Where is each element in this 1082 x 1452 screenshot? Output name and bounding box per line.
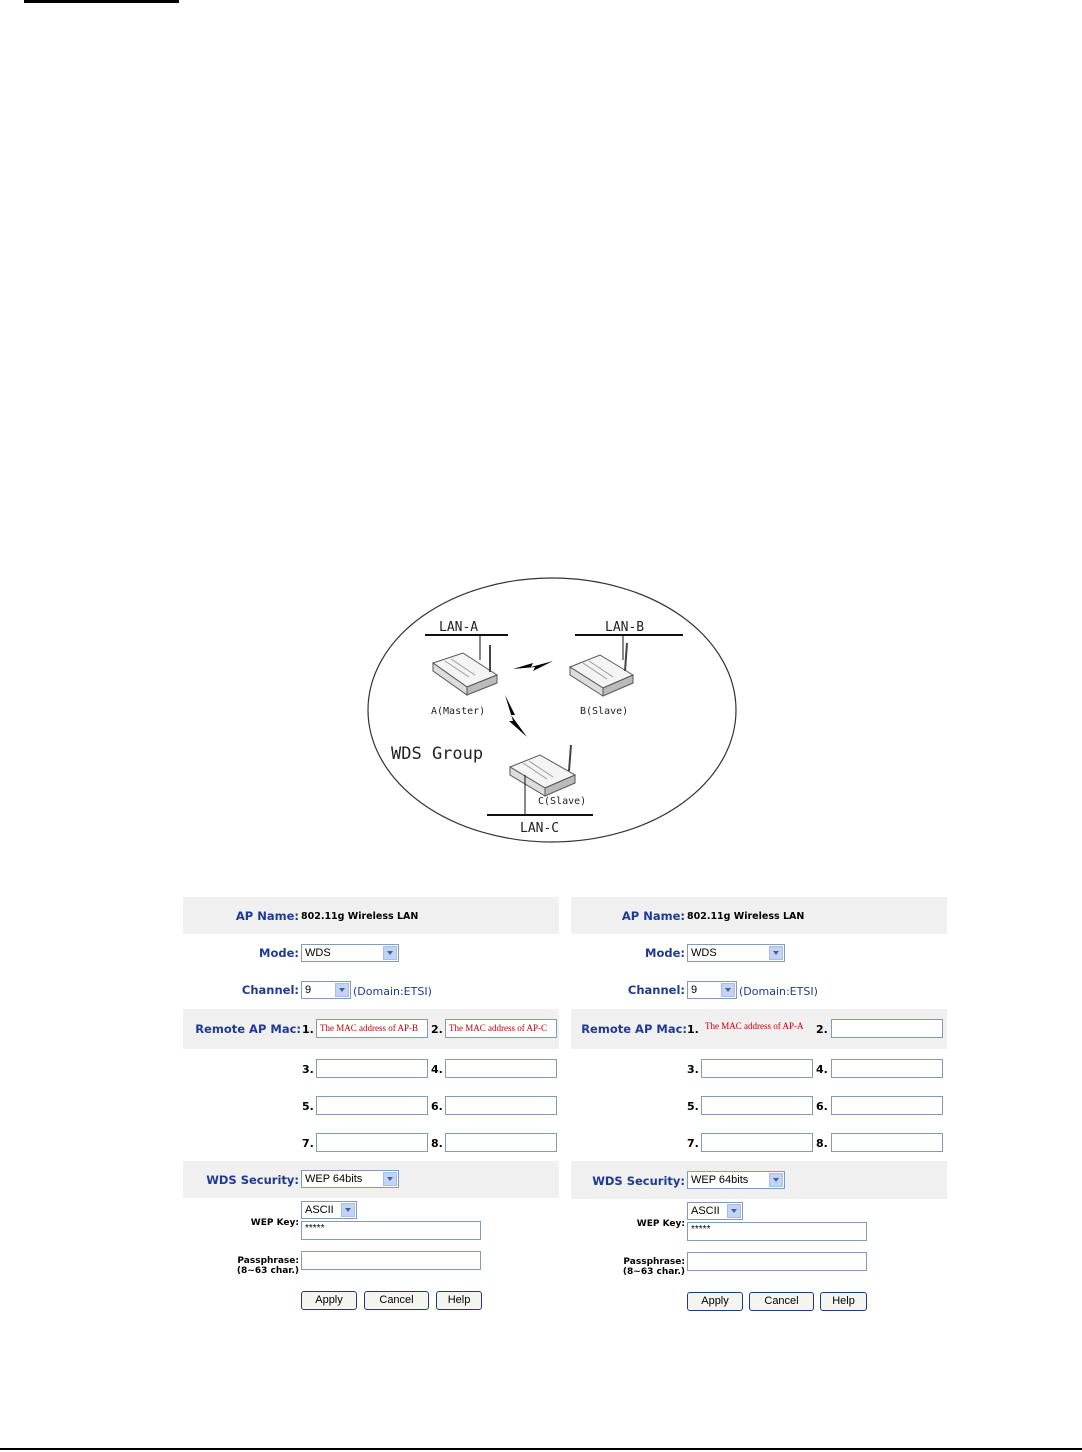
channel-select[interactable] [687,981,737,999]
key-format-select-value: ASCII [691,1205,720,1217]
remote-mac-row-3 [571,1087,947,1124]
ap-b-label: B(Slave) [580,706,629,717]
mac-num-2: 2. [816,1023,828,1036]
mode-select-value: WDS [691,947,717,959]
wep-key-row [183,1198,559,1248]
mac-num-1: 1. [687,1023,699,1036]
wds-security-row [183,1161,559,1198]
mac-num-1: 1. [302,1023,314,1036]
chevron-down-icon [341,1203,355,1217]
ap-a-label: A(Master) [431,706,486,717]
wep-key-row [571,1199,947,1249]
chevron-down-icon [383,946,397,960]
mac-input-2[interactable]: The MAC address of AP-C [445,1019,557,1038]
passphrase-input[interactable] [301,1251,481,1270]
passphrase-label [571,1257,685,1277]
passphrase-label [183,1256,299,1276]
mac-num-6: 6. [431,1100,443,1113]
lan-c-label: LAN-C [520,821,560,836]
wds-security-label: WDS Security: [592,1174,685,1188]
mac-input-4[interactable] [445,1059,557,1078]
channel-select[interactable] [301,981,351,999]
remote-mac-row-1 [183,1009,559,1049]
ap-name-label: AP Name: [235,909,299,923]
mac-num-5: 5. [302,1100,314,1113]
wep-key-label: WEP Key: [250,1218,299,1228]
lan-a-label: LAN-A [439,620,479,635]
key-format-select-value: ASCII [305,1204,334,1216]
passphrase-row [183,1248,559,1284]
ap-c-label: C(Slave) [538,796,587,807]
remote-mac-row-1 [571,1009,947,1049]
remote-mac-row-4 [183,1124,559,1161]
mode-label: Mode: [259,946,299,960]
mac-input-5[interactable] [701,1096,813,1115]
mac-num-3: 3. [687,1063,699,1076]
mac-num-4: 4. [816,1063,828,1076]
mac-input-1[interactable]: The MAC address of AP-A [701,1017,813,1036]
mac-num-5: 5. [687,1100,699,1113]
channel-label: Channel: [627,983,685,997]
mode-select[interactable] [687,944,785,962]
remote-mac-row-2 [571,1049,947,1087]
channel-select-value: 9 [691,984,698,996]
mac-num-3: 3. [302,1063,314,1076]
wds-diagram [365,575,740,845]
chevron-down-icon [335,983,349,997]
channel-row [571,972,947,1009]
ap-name-row [571,897,947,934]
wds-diagram-svg [365,575,740,845]
wep-key-label: WEP Key: [636,1219,685,1229]
mac-input-3[interactable] [316,1059,428,1078]
mac-input-1[interactable]: The MAC address of AP-B [316,1019,428,1038]
wep-key-input[interactable]: ***** [301,1221,481,1240]
chevron-down-icon [769,1173,783,1187]
mac-num-7: 7. [687,1137,699,1150]
top-rule [24,0,179,3]
mac-input-4[interactable] [831,1059,943,1078]
mac-input-3[interactable] [701,1059,813,1078]
wds-group-label: WDS Group [391,744,484,764]
wds-security-row [571,1161,947,1199]
wds-security-label: WDS Security: [206,1173,299,1187]
mac-input-6[interactable] [445,1096,557,1115]
mac-input-2[interactable] [831,1019,943,1038]
mac-input-7[interactable] [316,1133,428,1152]
mac-num-8: 8. [431,1137,443,1150]
mode-row [183,934,559,972]
chevron-down-icon [769,946,783,960]
mode-select[interactable] [301,944,399,962]
passphrase-label-text: Passphrase: [237,1256,299,1266]
passphrase-hint: (8~63 char.) [236,1266,299,1276]
wds-security-select-value: WEP 64bits [305,1173,363,1185]
remote-mac-row-2 [183,1049,559,1087]
ap-name-label: AP Name: [621,909,685,923]
mode-row [571,934,947,972]
mac-input-8[interactable] [445,1133,557,1152]
wds-security-select-value: WEP 64bits [691,1174,749,1186]
mac-input-5[interactable] [316,1096,428,1115]
config-panel-right [571,897,947,1317]
cancel-button[interactable]: Cancel [364,1291,429,1310]
domain-text: (Domain:ETSI) [739,985,818,998]
lan-b-label: LAN-B [605,620,645,635]
apply-button[interactable]: Apply [687,1292,743,1311]
wds-security-select[interactable] [687,1171,785,1189]
help-button[interactable]: Help [820,1292,867,1311]
passphrase-input[interactable] [687,1252,867,1271]
wds-security-select[interactable] [301,1170,399,1188]
remote-ap-mac-label: Remote AP Mac: [581,1022,687,1036]
mac-input-8[interactable] [831,1133,943,1152]
apply-button[interactable]: Apply [301,1291,357,1310]
mode-label: Mode: [645,946,685,960]
passphrase-row [571,1249,947,1285]
remote-mac-row-4 [571,1124,947,1161]
cancel-button[interactable]: Cancel [749,1292,814,1311]
bottom-rule [0,1448,1082,1450]
channel-select-value: 9 [305,984,312,996]
mac-num-8: 8. [816,1137,828,1150]
key-format-select[interactable] [301,1201,357,1219]
ap-name-row [183,897,559,934]
chevron-down-icon [383,1172,397,1186]
passphrase-hint: (8~63 char.) [622,1267,685,1277]
mac-num-7: 7. [302,1137,314,1150]
mac-input-7[interactable] [701,1133,813,1152]
chevron-down-icon [727,1204,741,1218]
button-row [571,1285,947,1317]
mac-num-4: 4. [431,1063,443,1076]
mac-num-2: 2. [431,1023,443,1036]
channel-row [183,972,559,1009]
passphrase-label-text: Passphrase: [623,1257,685,1267]
config-panel-left [183,897,559,1317]
channel-label: Channel: [241,983,299,997]
ap-name-value: 802.11g Wireless LAN [301,911,419,922]
mac-input-6[interactable] [831,1096,943,1115]
mode-select-value: WDS [305,947,331,959]
domain-text: (Domain:ETSI) [353,985,432,998]
help-button[interactable]: Help [436,1291,482,1310]
remote-ap-mac-label: Remote AP Mac: [195,1022,301,1036]
mac-num-6: 6. [816,1100,828,1113]
remote-mac-row-3 [183,1087,559,1124]
key-format-select[interactable] [687,1202,743,1220]
chevron-down-icon [721,983,735,997]
wep-key-input[interactable]: ***** [687,1222,867,1241]
button-row [183,1284,559,1317]
ap-name-value: 802.11g Wireless LAN [687,911,805,922]
